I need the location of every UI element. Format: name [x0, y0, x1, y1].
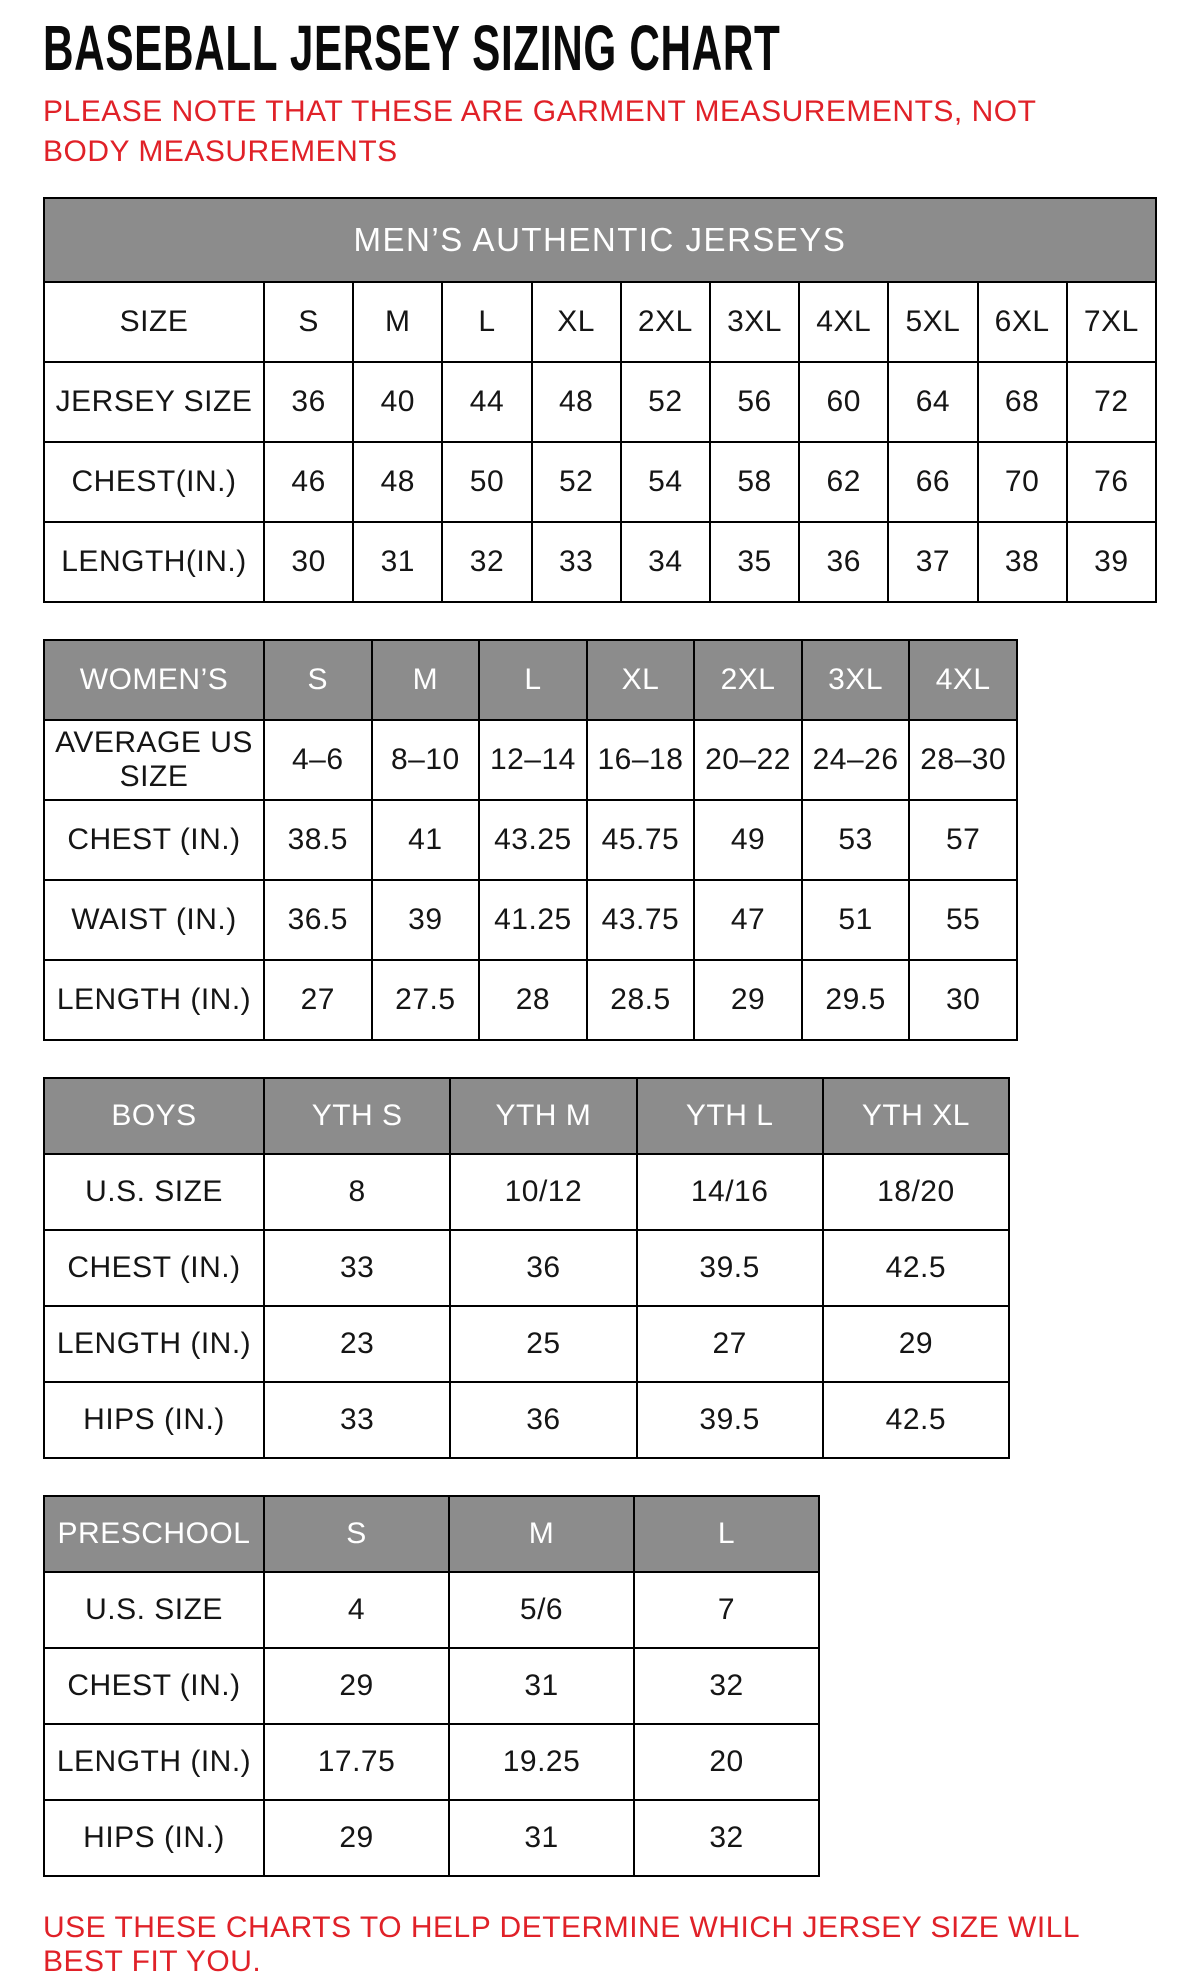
- preschool-value-cell: 19.25: [449, 1724, 634, 1800]
- womens-value-cell: 30: [909, 960, 1017, 1040]
- womens-value-cell: 4–6: [264, 720, 372, 800]
- mens-value-cell: 5XL: [888, 282, 977, 362]
- boys-value-cell: 29: [823, 1306, 1009, 1382]
- mens-value-cell: 34: [621, 522, 710, 602]
- boys-value-cell: 33: [264, 1382, 450, 1458]
- boys-row-0: [44, 1078, 1009, 1154]
- mens-row-3: [44, 522, 1156, 602]
- boys-value-cell: 10/12: [450, 1154, 636, 1230]
- preschool-value-cell: 7: [634, 1572, 819, 1648]
- mens-value-cell: S: [264, 282, 353, 362]
- boys-value-cell: 33: [264, 1230, 450, 1306]
- garment-measurements-note: PLEASE NOTE THAT THESE ARE GARMENT MEASUREMENTS, NOT BODY MEASUREMENTS: [43, 95, 1036, 168]
- preschool-value-cell: 20: [634, 1724, 819, 1800]
- preschool-row-label: HIPS (IN.): [44, 1800, 264, 1876]
- preschool-row-2: [44, 1648, 819, 1724]
- mens-row-label: LENGTH(IN.): [44, 522, 264, 602]
- womens-value-cell: 47: [694, 880, 802, 960]
- mens-value-cell: 48: [353, 442, 442, 522]
- mens-value-cell: 72: [1067, 362, 1156, 442]
- boys-value-cell: 39.5: [637, 1230, 823, 1306]
- mens-value-cell: 52: [621, 362, 710, 442]
- mens-value-cell: 37: [888, 522, 977, 602]
- mens-value-cell: 56: [710, 362, 799, 442]
- mens-row-label: SIZE: [44, 282, 264, 362]
- mens-value-cell: 46: [264, 442, 353, 522]
- mens-value-cell: 54: [621, 442, 710, 522]
- mens-banner-row: [44, 198, 1156, 282]
- womens-column-header: M: [372, 640, 480, 720]
- womens-value-cell: 53: [802, 800, 910, 880]
- womens-value-cell: 24–26: [802, 720, 910, 800]
- preschool-row-label: U.S. SIZE: [44, 1572, 264, 1648]
- womens-value-cell: 20–22: [694, 720, 802, 800]
- boys-row-3: [44, 1306, 1009, 1382]
- preschool-row-label: PRESCHOOL: [44, 1496, 264, 1572]
- womens-value-cell: 55: [909, 880, 1017, 960]
- womens-value-cell: 28.5: [587, 960, 695, 1040]
- mens-value-cell: 38: [978, 522, 1067, 602]
- womens-value-cell: 51: [802, 880, 910, 960]
- womens-value-cell: 27.5: [372, 960, 480, 1040]
- womens-row-label: AVERAGE US SIZE: [44, 720, 264, 800]
- preschool-value-cell: 29: [264, 1800, 449, 1876]
- mens-value-cell: 33: [532, 522, 621, 602]
- mens-value-cell: 50: [442, 442, 531, 522]
- womens-value-cell: 57: [909, 800, 1017, 880]
- mens-value-cell: 4XL: [799, 282, 888, 362]
- preschool-value-cell: 4: [264, 1572, 449, 1648]
- mens-value-cell: 31: [353, 522, 442, 602]
- boys-value-cell: 14/16: [637, 1154, 823, 1230]
- mens-value-cell: 36: [799, 522, 888, 602]
- womens-value-cell: 43.25: [479, 800, 587, 880]
- boys-value-cell: 23: [264, 1306, 450, 1382]
- mens-value-cell: 64: [888, 362, 977, 442]
- mens-value-cell: 35: [710, 522, 799, 602]
- womens-row-3: [44, 880, 1017, 960]
- womens-value-cell: 28: [479, 960, 587, 1040]
- preschool-value-cell: 32: [634, 1800, 819, 1876]
- preschool-row-label: CHEST (IN.): [44, 1648, 264, 1724]
- boys-row-label: LENGTH (IN.): [44, 1306, 264, 1382]
- boys-value-cell: 42.5: [823, 1230, 1009, 1306]
- mens-value-cell: 32: [442, 522, 531, 602]
- boys-row-label: CHEST (IN.): [44, 1230, 264, 1306]
- boys-row-label: BOYS: [44, 1078, 264, 1154]
- preschool-row-0: [44, 1496, 819, 1572]
- preschool-column-header: S: [264, 1496, 449, 1572]
- mens-value-cell: 36: [264, 362, 353, 442]
- mens-row-1: [44, 362, 1156, 442]
- womens-value-cell: 38.5: [264, 800, 372, 880]
- womens-row-label: CHEST (IN.): [44, 800, 264, 880]
- womens-value-cell: 16–18: [587, 720, 695, 800]
- preschool-sizing-table: [43, 1495, 820, 1877]
- preschool-value-cell: 32: [634, 1648, 819, 1724]
- mens-value-cell: 48: [532, 362, 621, 442]
- mens-value-cell: 30: [264, 522, 353, 602]
- womens-row-label: LENGTH (IN.): [44, 960, 264, 1040]
- womens-value-cell: 29: [694, 960, 802, 1040]
- preschool-value-cell: 17.75: [264, 1724, 449, 1800]
- boys-value-cell: 36: [450, 1230, 636, 1306]
- preschool-column-header: M: [449, 1496, 634, 1572]
- womens-row-2: [44, 800, 1017, 880]
- mens-value-cell: 68: [978, 362, 1067, 442]
- mens-table-banner: MEN’S AUTHENTIC JERSEYS: [44, 198, 1156, 282]
- womens-row-4: [44, 960, 1017, 1040]
- boys-row-4: [44, 1382, 1009, 1458]
- womens-row-label: WOMEN’S: [44, 640, 264, 720]
- boys-value-cell: 8: [264, 1154, 450, 1230]
- boys-row-label: U.S. SIZE: [44, 1154, 264, 1230]
- mens-value-cell: 66: [888, 442, 977, 522]
- mens-value-cell: 2XL: [621, 282, 710, 362]
- womens-column-header: S: [264, 640, 372, 720]
- womens-value-cell: 41.25: [479, 880, 587, 960]
- boys-column-header: YTH XL: [823, 1078, 1009, 1154]
- mens-value-cell: 76: [1067, 442, 1156, 522]
- mens-row-label: JERSEY SIZE: [44, 362, 264, 442]
- womens-value-cell: 28–30: [909, 720, 1017, 800]
- mens-value-cell: 6XL: [978, 282, 1067, 362]
- boys-value-cell: 36: [450, 1382, 636, 1458]
- mens-value-cell: M: [353, 282, 442, 362]
- boys-value-cell: 42.5: [823, 1382, 1009, 1458]
- womens-value-cell: 41: [372, 800, 480, 880]
- boys-column-header: YTH L: [637, 1078, 823, 1154]
- mens-authentic-jerseys-table: [43, 197, 1157, 603]
- womens-row-1: [44, 720, 1017, 800]
- preschool-row-4: [44, 1800, 819, 1876]
- mens-row-0: [44, 282, 1156, 362]
- womens-column-header: 4XL: [909, 640, 1017, 720]
- boys-value-cell: 25: [450, 1306, 636, 1382]
- womens-sizing-table: [43, 639, 1018, 1041]
- preschool-row-label: LENGTH (IN.): [44, 1724, 264, 1800]
- mens-value-cell: 3XL: [710, 282, 799, 362]
- mens-value-cell: 58: [710, 442, 799, 522]
- womens-value-cell: 36.5: [264, 880, 372, 960]
- womens-value-cell: 49: [694, 800, 802, 880]
- mens-value-cell: 7XL: [1067, 282, 1156, 362]
- womens-column-header: 2XL: [694, 640, 802, 720]
- womens-column-header: XL: [587, 640, 695, 720]
- mens-value-cell: XL: [532, 282, 621, 362]
- womens-row-0: [44, 640, 1017, 720]
- boys-value-cell: 27: [637, 1306, 823, 1382]
- womens-column-header: 3XL: [802, 640, 910, 720]
- boys-sizing-table: [43, 1077, 1010, 1459]
- preschool-value-cell: 29: [264, 1648, 449, 1724]
- mens-value-cell: 60: [799, 362, 888, 442]
- boys-column-header: YTH M: [450, 1078, 636, 1154]
- womens-value-cell: 45.75: [587, 800, 695, 880]
- boys-value-cell: 18/20: [823, 1154, 1009, 1230]
- fit-advice-footer: USE THESE CHARTS TO HELP DETERMINE WHICH JERSEY SIZE WILL BEST FIT YOU.: [43, 1911, 1079, 1979]
- mens-value-cell: 44: [442, 362, 531, 442]
- boys-column-header: YTH S: [264, 1078, 450, 1154]
- mens-value-cell: L: [442, 282, 531, 362]
- mens-row-2: [44, 442, 1156, 522]
- boys-row-1: [44, 1154, 1009, 1230]
- preschool-value-cell: 5/6: [449, 1572, 634, 1648]
- womens-value-cell: 8–10: [372, 720, 480, 800]
- mens-value-cell: 62: [799, 442, 888, 522]
- mens-value-cell: 70: [978, 442, 1067, 522]
- preschool-value-cell: 31: [449, 1648, 634, 1724]
- mens-value-cell: 40: [353, 362, 442, 442]
- womens-column-header: L: [479, 640, 587, 720]
- womens-value-cell: 43.75: [587, 880, 695, 960]
- preschool-column-header: L: [634, 1496, 819, 1572]
- womens-value-cell: 29.5: [802, 960, 910, 1040]
- boys-row-2: [44, 1230, 1009, 1306]
- preschool-row-1: [44, 1572, 819, 1648]
- preschool-row-3: [44, 1724, 819, 1800]
- womens-row-label: WAIST (IN.): [44, 880, 264, 960]
- womens-value-cell: 12–14: [479, 720, 587, 800]
- womens-value-cell: 27: [264, 960, 372, 1040]
- mens-row-label: CHEST(IN.): [44, 442, 264, 522]
- mens-value-cell: 39: [1067, 522, 1156, 602]
- mens-value-cell: 52: [532, 442, 621, 522]
- boys-value-cell: 39.5: [637, 1382, 823, 1458]
- preschool-value-cell: 31: [449, 1800, 634, 1876]
- page-title: BASEBALL JERSEY SIZING CHART: [43, 12, 781, 84]
- boys-row-label: HIPS (IN.): [44, 1382, 264, 1458]
- womens-value-cell: 39: [372, 880, 480, 960]
